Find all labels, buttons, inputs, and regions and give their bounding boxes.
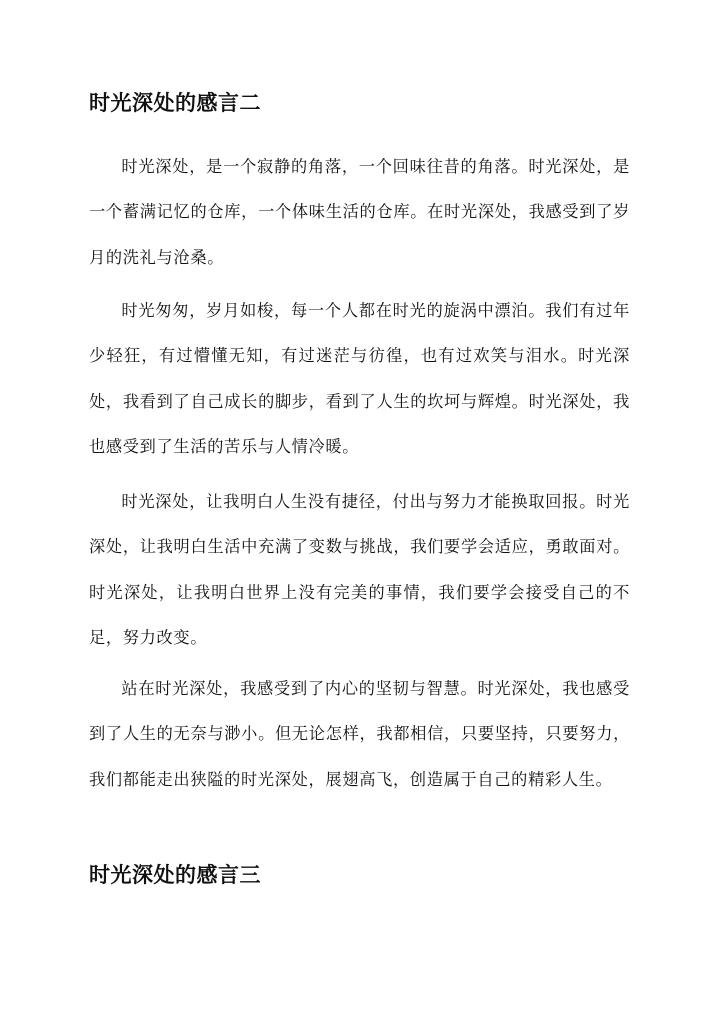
body-paragraph: 时光深处，是一个寂静的角落，一个回味往昔的角落。时光深处，是一个蓄满记忆的仓库，一个体味生活的仓库。在时光深处，我感受到了岁月的洗礼与沧桑。 xyxy=(89,157,630,267)
section-heading: 时光深处的感言三 xyxy=(89,862,261,887)
body-paragraph: 时光匆匆，岁月如梭，每一个人都在时光的旋涡中漂泊。我们有过年少轻狂，有过懵懂无知，有过迷茫与彷徨，也有过欢笑与泪水。时光深处，我看到了自己成长的脚步，看到了人生的坎坷与辉煌。时光深处，我也感受到了生活的苦乐与人情冷暖。 xyxy=(89,301,630,456)
body-paragraph: 站在时光深处，我感受到了内心的坚韧与智慧。时光深处，我也感受到了人生的无奈与渺小。但无论怎样，我都相信，只要坚持，只要努力，我们都能走出狭隘的时光深处，展翅高飞，创造属于自己的精彩人生。 xyxy=(89,679,630,789)
body-paragraph: 时光深处，让我明白人生没有捷径，付出与努力才能换取回报。时光深处，让我明白生活中充满了变数与挑战，我们要学会适应，勇敢面对。时光深处，让我明白世界上没有完美的事情，我们要学会接受自己的不足，努力改变。 xyxy=(89,492,630,647)
section-heading: 时光深处的感言二 xyxy=(89,90,261,115)
